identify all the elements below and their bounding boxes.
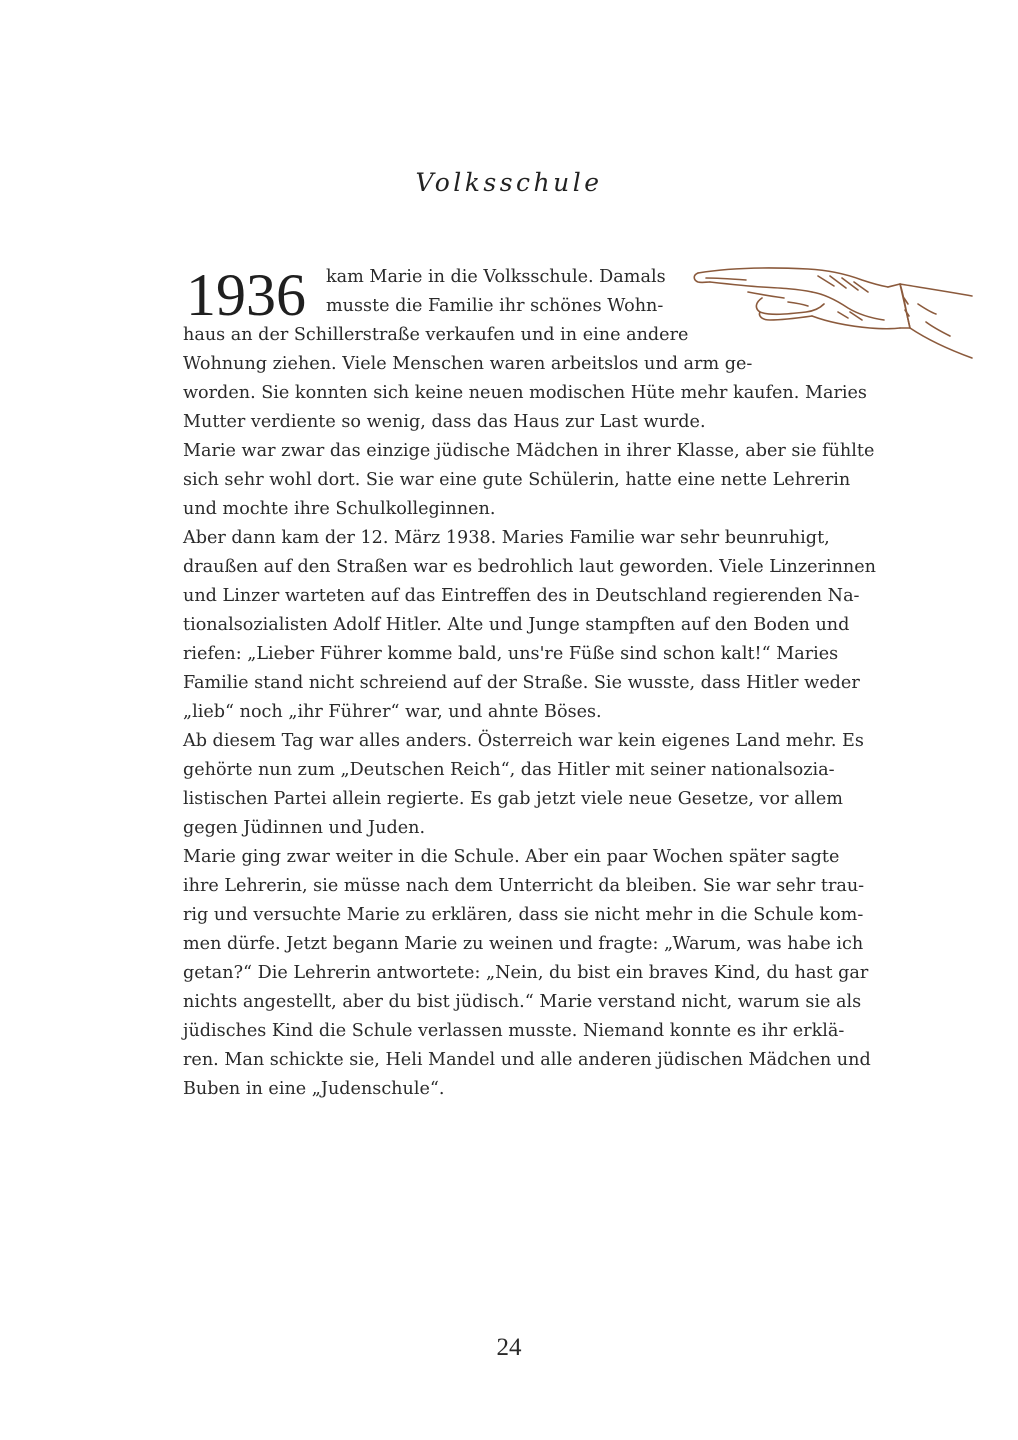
body-line: Marie ging zwar weiter in die Schule. Aber ein paar Wochen später sagte: [183, 847, 840, 867]
body-line: draußen auf den Straßen war es bedrohlich laut geworden. Viele Linzerinnen: [183, 557, 876, 577]
body-line: nichts angestellt, aber du bist jüdisch.“ Marie verstand nicht, warum sie als: [183, 992, 862, 1012]
body-line: sich sehr wohl dort. Sie war eine gute Schülerin, hatte eine nette Lehrerin: [183, 470, 851, 490]
body-line: Buben in eine „Judenschule“.: [183, 1079, 445, 1099]
chapter-title: Volksschule: [415, 168, 603, 197]
body-line: und Linzer warteten auf das Eintreffen des in Deutschland regierenden Na-: [183, 586, 860, 606]
body-line: riefen: „Lieber Führer komme bald, uns're Füße sind schon kalt!“ Maries: [183, 644, 839, 664]
drop-cap-year: 1936: [186, 262, 306, 328]
body-line: Mutter verdiente so wenig, dass das Haus zur Last wurde.: [183, 412, 706, 432]
body-line: Aber dann kam der 12. März 1938. Maries Familie war sehr beunruhigt,: [183, 528, 830, 548]
body-line: ren. Man schickte sie, Heli Mandel und alle anderen jüdischen Mädchen und: [183, 1050, 871, 1070]
body-line: gegen Jüdinnen und Juden.: [183, 818, 426, 838]
body-line: jüdisches Kind die Schule verlassen musste. Niemand konnte es ihr erklä-: [183, 1021, 845, 1041]
body-line: men dürfe. Jetzt begann Marie zu weinen und fragte: „Warum, was habe ich: [183, 934, 864, 954]
body-line: worden. Sie konnten sich keine neuen modischen Hüte mehr kaufen. Maries: [183, 383, 867, 403]
body-line: Ab diesem Tag war alles anders. Österreich war kein eigenes Land mehr. Es: [183, 731, 864, 751]
body-line: tionalsozialisten Adolf Hitler. Alte und Junge stampften auf den Boden und: [183, 615, 850, 635]
body-line: Wohnung ziehen. Viele Menschen waren arbeitslos und arm ge-: [183, 354, 753, 374]
body-line: gehörte nun zum „Deutschen Reich“, das Hitler mit seiner nationalsozia-: [183, 760, 835, 780]
body-line: haus an der Schillerstraße verkaufen und in eine andere: [183, 325, 689, 345]
body-line: Familie stand nicht schreiend auf der Straße. Sie wusste, dass Hitler weder: [183, 673, 860, 693]
body-line: getan?“ Die Lehrerin antwortete: „Nein, du bist ein braves Kind, du hast gar: [183, 963, 869, 983]
body-line: und mochte ihre Schulkolleginnen.: [183, 499, 496, 519]
body-line: „lieb“ noch „ihr Führer“ war, und ahnte Böses.: [183, 702, 602, 722]
page-number: 24: [496, 1334, 522, 1361]
body-line: rig und versuchte Marie zu erklären, dass sie nicht mehr in die Schule kom-: [183, 905, 864, 925]
body-line: musste die Familie ihr schönes Wohn-: [326, 296, 664, 316]
body-line: listischen Partei allein regierte. Es gab jetzt viele neue Gesetze, vor allem: [183, 789, 843, 809]
body-line: ihre Lehrerin, sie müsse nach dem Unterricht da bleiben. Sie war sehr trau-: [183, 876, 865, 896]
body-line: Marie war zwar das einzige jüdische Mädchen in ihrer Klasse, aber sie fühlte: [183, 441, 875, 461]
body-line: kam Marie in die Volksschule. Damals: [326, 267, 666, 287]
